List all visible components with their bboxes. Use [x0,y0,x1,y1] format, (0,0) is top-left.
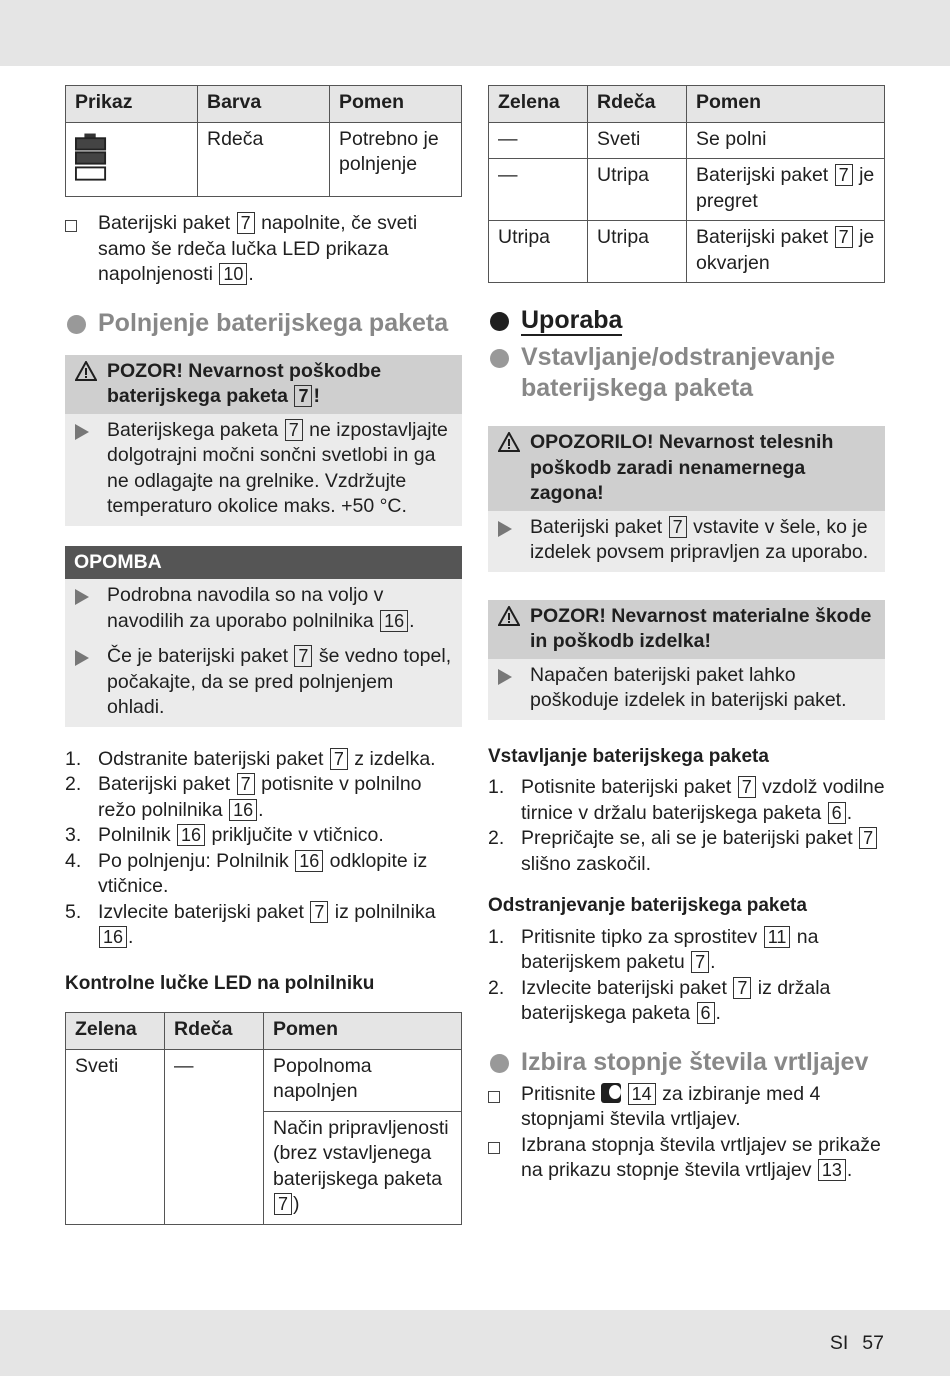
ref-number: 7 [237,773,255,795]
charger-led-table [65,1012,462,1225]
insert-steps [488,775,885,877]
warning-item: Baterijskega paketa 7 ne izpostavljajte dolgotrajni močni sončni svetlobi in ga ne odlagajte na grelnike. Vzdržujte temperaturo okolice maks. +50 °C. [107,418,452,520]
table-cell: Utripa [489,221,588,283]
table-cell: — [489,159,588,221]
table-cell: Utripa [588,221,687,283]
main-section-heading: Uporaba [488,305,885,336]
table-row [489,221,885,283]
warning-box [488,426,885,572]
battery-low-icon [75,133,107,183]
ref-number: 16 [177,824,205,846]
display-table [65,85,462,197]
table-cell: Baterijski paket 7 je okvarjen [687,221,885,283]
list-item: 2. Baterijski paket 7 potisnite v polnilno režo polnilnika 16 . [65,773,422,821]
table-header: Prikaz [66,86,198,123]
table-cell: Baterijski paket 7 je pregret [687,159,885,221]
table-row [489,159,885,221]
table-header: Zelena [489,86,588,123]
note-title: OPOMBA [65,546,462,580]
table-cell: Se polni [687,122,885,159]
square-bullet-icon [488,1091,500,1103]
remove-steps [488,925,885,1027]
list-item: 3. Polnilnik 16 priključite v vtičnico. [65,824,384,846]
right-column [488,85,885,1184]
table-row [66,1049,462,1111]
ref-number: 13 [818,1159,846,1181]
table-row [66,122,462,197]
ref-number: 7 [294,385,312,407]
language-code: SI [829,1332,849,1354]
ref-number: 7 [294,645,312,667]
top-band [0,0,950,66]
warning-triangle-icon [75,361,97,381]
table-cell: — [165,1049,264,1224]
arrow-bullet-icon [75,650,89,666]
arrow-bullet-icon [498,521,512,537]
battery-led-table [488,85,885,283]
ref-number: 10 [219,263,247,285]
speed-button-icon [601,1083,621,1103]
note-box [65,546,462,727]
page-number: 57 [862,1332,884,1354]
warning-item: Napačen baterijski paket lahko poškoduje izdelek in baterijski paket. [530,663,875,714]
ref-number: 16 [295,850,323,872]
table-cell: Utripa [588,159,687,221]
ref-number: 7 [733,977,751,999]
table-cell: Popolnoma napolnjen [264,1049,462,1111]
warning-box [488,600,885,720]
ref-number: 7 [274,1193,292,1215]
table-header: Pomen [330,86,462,123]
warning-triangle-icon [498,606,520,626]
section-heading: Vstavljanje/odstranjevanje baterijskega paketa [488,342,885,404]
charging-steps [65,747,462,951]
ref-number: 7 [738,776,756,798]
table-header: Rdeča [165,1013,264,1050]
ref-number: 7 [835,226,853,248]
ref-number: 6 [828,802,846,824]
ref-number: 7 [669,516,687,538]
subheading: Kontrolne lučke LED na polnilniku [65,972,375,994]
table-header: Zelena [66,1013,165,1050]
page-footer [830,1331,884,1357]
table-cell: Način pripravljenosti (brez vstavljenega baterijskega paketa 7 ) [264,1111,462,1224]
list-item: 5. Izvlecite baterijski paket 7 iz polnilnika 16 . [65,900,436,948]
subheading: Odstranjevanje baterijskega paketa [488,895,807,916]
warning-triangle-icon [498,432,520,452]
circle-bullet-icon [490,312,509,331]
ref-number: 11 [764,926,791,948]
arrow-bullet-icon [498,669,512,685]
table-cell: Sveti [66,1049,165,1224]
table-cell: Sveti [588,122,687,159]
table-cell: Rdeča [198,122,330,197]
ref-number: 7 [237,212,255,234]
ref-number: 7 [310,901,328,923]
arrow-bullet-icon [75,424,89,440]
list-item: 1. Odstranite baterijski paket 7 z izdelka. [65,747,436,770]
list-item: 2. Prepričajte se, ali se je baterijski paket 7 slišno zaskočil. [488,826,885,877]
list-item: 2. Izvlecite baterijski paket 7 iz držala baterijskega paketa 6 . [488,976,831,1024]
ref-number: 16 [99,926,127,948]
ref-number: 7 [330,748,348,770]
list-item: Baterijski paket 7 napolnite, če sveti samo še rdeča lučka LED prikaza napolnjenosti 10 . [65,211,462,288]
ref-number: 6 [697,1002,715,1024]
table-row [489,122,885,159]
arrow-bullet-icon [75,589,89,605]
warning-title: OPOZORILO! Nevarnost telesnih poškodb zaradi nenamernega zagona! [488,426,885,511]
note-item: Če je baterijski paket 7 še vedno topel, počakajte, da se pred polnjenjem ohladi. [107,644,452,721]
ref-number: 7 [285,419,303,441]
section-heading: Izbira stopnje števila vrtljajev [488,1047,885,1078]
subheading: Vstavljanje baterijskega paketa [488,745,769,767]
table-header: Rdeča [588,86,687,123]
ref-number: 16 [380,610,408,632]
section-heading: Polnjenje baterijskega paketa [65,308,462,339]
ref-number: 7 [691,951,709,973]
list-item: 4. Po polnjenju: Polnilnik 16 odklopite iz vtičnice. [65,849,428,897]
circle-bullet-icon [490,349,509,368]
ref-number: 7 [859,827,877,849]
list-item: Izbrana stopnja števila vrtljajev se prikaže na prikazu stopnje števila vrtljajev 13 . [488,1133,885,1184]
square-bullet-icon [488,1142,500,1154]
warning-title: POZOR! Nevarnost poškodbe baterijskega paketa 7 ! [65,355,462,414]
table-header: Barva [198,86,330,123]
table-header: Pomen [687,86,885,123]
note-item: Podrobna navodila so na voljo v navodilih za uporabo polnilnika 16 . [107,583,452,634]
ref-number: 14 [628,1083,656,1105]
bottom-band [0,1310,950,1376]
table-cell: — [489,122,588,159]
warning-box [65,355,462,526]
list-item: Pritisnite 14 za izbiranje med 4 stopnjami števila vrtljajev. [488,1082,885,1133]
table-cell: Potrebno je polnjenje [330,122,462,197]
list-item: 1. Potisnite baterijski paket 7 vzdolž vodilne tirnice v držalu baterijskega paketa 6 . [488,776,885,824]
ref-number: 16 [229,799,257,821]
list-item: 1. Pritisnite tipko za sprostitev 11 na baterijskem paketu 7 . [488,925,819,973]
warning-item: Baterijski paket 7 vstavite v šele, ko je izdelek povsem pripravljen za uporabo. [530,515,875,566]
ref-number: 7 [835,164,853,186]
table-header: Pomen [264,1013,462,1050]
left-column [65,85,462,1225]
circle-bullet-icon [67,315,86,334]
square-bullet-icon [65,220,77,232]
warning-title: POZOR! Nevarnost materialne škode in poškodb izdelka! [488,600,885,659]
circle-bullet-icon [490,1054,509,1073]
